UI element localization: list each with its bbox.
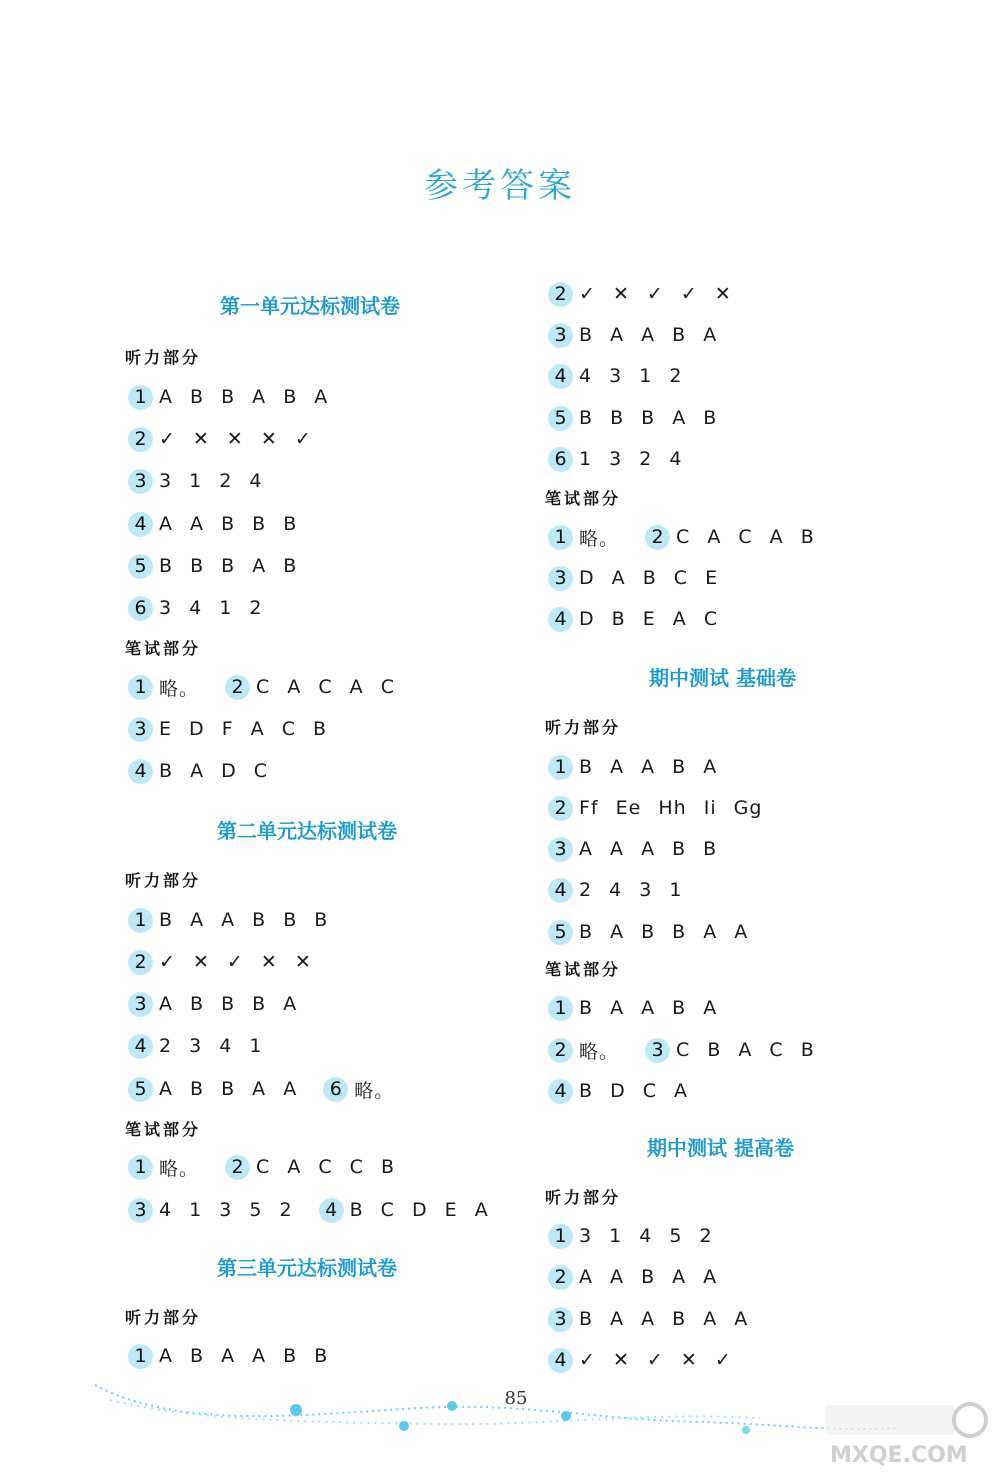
answer-row (548, 1222, 713, 1250)
answer-text: C B A C B (676, 1039, 815, 1061)
answer-row (128, 1032, 262, 1060)
question-number: 4 (548, 364, 573, 389)
question-number: 1 (128, 1155, 153, 1180)
question-number: 2 (548, 796, 573, 821)
answer-text: C A C C B (256, 1156, 396, 1178)
answer-row (548, 404, 717, 432)
dot-ornament (399, 1421, 409, 1431)
answer-text: B A A B B B (159, 909, 329, 931)
answer-text: B A A B A (579, 997, 718, 1019)
answer-text: B B B A B (159, 555, 298, 577)
answer-row (128, 990, 297, 1018)
answer-row (548, 445, 682, 473)
answer-text: A A A B B (579, 838, 718, 860)
answer-row (548, 362, 682, 390)
question-number: 3 (128, 469, 153, 494)
answer-row (548, 321, 717, 349)
answer-text: 3 1 4 5 2 (579, 1225, 713, 1247)
answer-row (548, 1036, 815, 1064)
answer-text: 3 4 1 2 (159, 597, 263, 619)
question-number: 1 (548, 525, 573, 550)
answer-text: B D C A (579, 1080, 689, 1102)
listening-label: 听力部分 (125, 348, 202, 367)
answer-row (548, 280, 732, 308)
answer-row (128, 1196, 489, 1224)
answer-text: A B B B A (159, 993, 298, 1015)
question-number: 3 (128, 1198, 153, 1223)
answer-text: D B E A C (579, 608, 719, 630)
question-number: 2 (128, 427, 153, 452)
watermark-text: MXQE.COM (830, 1443, 968, 1468)
answer-row (128, 594, 262, 622)
listening-label: 听力部分 (125, 871, 202, 890)
answer-text: B A D C (159, 760, 269, 782)
answer-text: A B B A B A (159, 386, 329, 408)
answer-row (548, 564, 718, 592)
answer-row (128, 757, 268, 785)
question-number: 4 (548, 878, 573, 903)
answer-row (548, 753, 717, 781)
question-number: 2 (225, 675, 250, 700)
writing-label: 笔试部分 (125, 1120, 202, 1139)
question-number: 1 (548, 1224, 573, 1249)
page-number: 85 (504, 1388, 528, 1409)
page-title: 参考答案 (424, 166, 576, 206)
answer-text: 略。 (579, 1040, 620, 1063)
answer-row (128, 715, 327, 743)
answer-row (128, 510, 297, 538)
answer-text: 2 4 3 1 (579, 879, 683, 901)
answer-text: ✓ ✕ ✕ ✕ ✓ (159, 428, 312, 450)
question-number: 1 (128, 908, 153, 933)
question-number: 4 (548, 1348, 573, 1373)
answer-text: A A B B B (159, 513, 298, 535)
answer-row (128, 1075, 394, 1103)
question-number: 5 (128, 1077, 153, 1102)
answer-row (128, 467, 262, 495)
question-number: 6 (128, 596, 153, 621)
question-number: 1 (128, 385, 153, 410)
answer-text: ✓ ✕ ✓ ✕ ✓ (579, 1349, 732, 1371)
answer-text: B A A B A A (579, 1308, 749, 1330)
answer-text: B A A B A (579, 324, 718, 346)
answer-text: B B B A B (579, 407, 718, 429)
answer-text: 2 3 4 1 (159, 1035, 263, 1057)
question-number: 1 (548, 996, 573, 1021)
question-number: 3 (128, 992, 153, 1017)
answer-text: A A B A A (579, 1266, 718, 1288)
question-number: 4 (128, 512, 153, 537)
answer-text: ✓ ✕ ✓ ✕ ✕ (159, 951, 312, 973)
listening-label: 听力部分 (125, 1308, 202, 1327)
answer-row (128, 1153, 395, 1181)
answer-row (128, 383, 328, 411)
question-number: 5 (128, 554, 153, 579)
section-title-unit2: 第二单元达标测试卷 (217, 819, 397, 843)
answer-row (548, 918, 748, 946)
question-number: 2 (548, 1038, 573, 1063)
answer-text: 略。 (159, 1157, 200, 1180)
answer-text: A B A A B B (159, 1345, 329, 1367)
answer-text: B A B B A A (579, 921, 749, 943)
answer-text: 4 3 1 2 (579, 365, 683, 387)
question-number: 4 (319, 1198, 344, 1223)
answer-text: 略。 (159, 677, 200, 700)
question-number: 2 (645, 525, 670, 550)
answer-row (128, 948, 312, 976)
answer-row (548, 605, 718, 633)
question-number: 2 (128, 950, 153, 975)
question-number: 2 (225, 1155, 250, 1180)
section-title-unit3: 第三单元达标测试卷 (217, 1256, 397, 1280)
answer-text: 4 1 3 5 2 (159, 1199, 293, 1221)
answer-row (548, 994, 717, 1022)
section-title-unit1: 第一单元达标测试卷 (220, 294, 400, 318)
answer-row (548, 1305, 748, 1333)
answer-row (548, 794, 762, 822)
question-number: 6 (548, 447, 573, 472)
listening-label: 听力部分 (545, 718, 622, 737)
answer-text: 3 1 2 4 (159, 470, 263, 492)
answer-text: B C D E A (349, 1199, 489, 1221)
question-number: 1 (128, 675, 153, 700)
question-number: 3 (645, 1038, 670, 1063)
question-number: 3 (548, 1307, 573, 1332)
answer-text: 略。 (579, 527, 620, 550)
writing-label: 笔试部分 (125, 639, 202, 658)
answer-text: ✓ ✕ ✓ ✓ ✕ (579, 283, 732, 305)
answer-row (128, 425, 312, 453)
question-number: 4 (128, 1034, 153, 1059)
dot-ornament (561, 1411, 571, 1421)
dot-ornament (447, 1401, 457, 1411)
question-number: 4 (548, 607, 573, 632)
answer-text: D A B C E (579, 567, 719, 589)
question-number: 5 (548, 406, 573, 431)
question-number: 3 (548, 837, 573, 862)
question-number: 5 (548, 920, 573, 945)
answer-row (128, 673, 395, 701)
answer-text: 1 3 2 4 (579, 448, 683, 470)
section-title-midterm-basic: 期中测试 基础卷 (649, 666, 796, 690)
answer-row (548, 835, 717, 863)
section-title-midterm-advanced: 期中测试 提高卷 (647, 1136, 794, 1160)
question-number: 2 (548, 282, 573, 307)
answer-row (128, 552, 297, 580)
answer-text: C A C A B (676, 526, 815, 548)
watermark-logo (820, 1400, 990, 1470)
answer-row (548, 1263, 717, 1291)
answer-text: B A A B A (579, 756, 718, 778)
dot-ornament (290, 1404, 302, 1416)
listening-label: 听力部分 (545, 1188, 622, 1207)
answer-row (548, 876, 682, 904)
answer-text: Ff Ee Hh Ii Gg (579, 797, 763, 819)
answer-text: 略。 (354, 1079, 395, 1102)
writing-label: 笔试部分 (545, 960, 622, 979)
question-number: 1 (548, 755, 573, 780)
question-number: 3 (128, 717, 153, 742)
question-number: 3 (548, 566, 573, 591)
question-number: 3 (548, 323, 573, 348)
answer-row (548, 1077, 688, 1105)
writing-label: 笔试部分 (545, 489, 622, 508)
answer-row (128, 906, 328, 934)
question-number: 6 (323, 1077, 348, 1102)
answer-text: E D F A C B (159, 718, 328, 740)
question-number: 1 (128, 1344, 153, 1369)
question-number: 4 (128, 759, 153, 784)
question-number: 2 (548, 1265, 573, 1290)
answer-text: A B B A A (159, 1078, 298, 1100)
answer-text: C A C A C (256, 676, 395, 698)
answer-row (548, 523, 815, 551)
question-number: 4 (548, 1079, 573, 1104)
dot-ornament (742, 1426, 750, 1434)
